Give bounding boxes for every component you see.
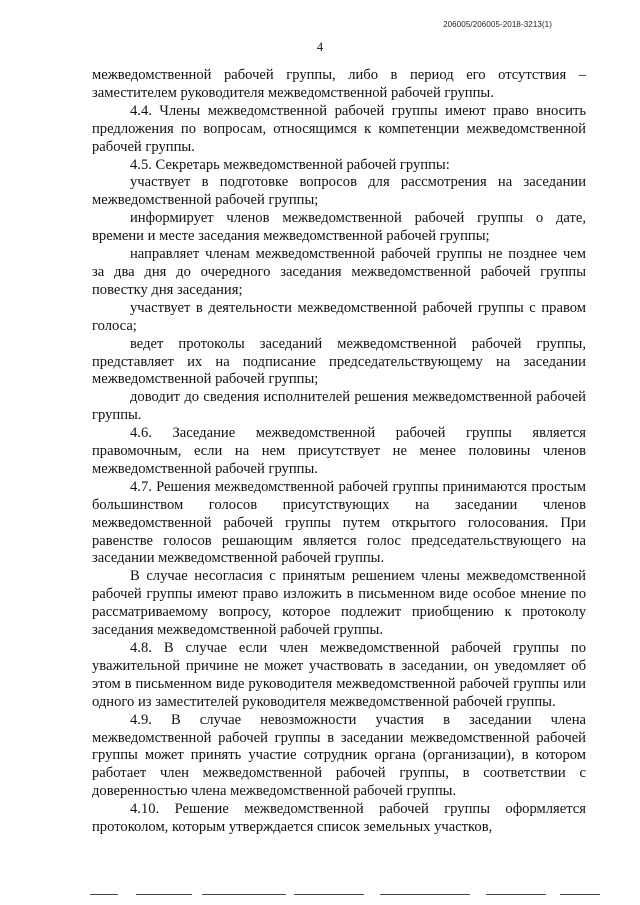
paragraph-4-6: 4.6. Заседание межведомственной рабочей группы является правомочным, если на нем присутствует не менее половины членов межведомственной рабочей группы. [92,425,586,477]
paragraph-4-5: 4.5. Секретарь межведомственной рабочей группы: [130,156,450,173]
paragraph-continuation: межведомственной рабочей группы, либо в период его отсутствия – заместителем руководителя межведомственной рабочей группы. [92,67,586,101]
paragraph-dissent: В случае несогласия с принятым решением члены межведомственной рабочей группы имеют право изложить в письменном виде особое мнение по рассматриваемому вопросу, которое подлежит приобщению к протоколу заседания межведомственной рабочей группы. [92,568,586,639]
paragraph-4-9: 4.9. В случае невозможности участия в заседании члена межведомственной рабочей группы в заседании межведомственной рабочей группы может принять участие сотрудник органа (организации), в котором работает член межведомственной рабочей группы, в соответствии с доверенностью члена межведомственной рабочей группы. [92,711,586,800]
document-id: 206005/206005-2018-3213(1) [443,20,552,29]
paragraph-4-10: 4.10. Решение межведомственной рабочей группы оформляется протоколом, которым утверждается список земельных участков, [92,801,586,836]
page-number: 4 [316,40,324,54]
list-item: направляет членам межведомственной рабочей группы не позднее чем за два дня до очередного заседания межведомственной рабочей группы повестку дня заседания; [92,246,586,298]
paragraph-4-4: 4.4. Члены межведомственной рабочей группы имеют право вносить предложения по вопросам, относящимся к компетенции межведомственной рабочей группы. [92,102,586,155]
paragraph-4-8: 4.8. В случае если член межведомственной рабочей группы по уважительной причине не может участвовать в заседании, он уведомляет об этом в письменном виде руководителя межведомственной рабочей группы или одного из заместителей руководителя межведомственной рабочей группы. [92,640,586,710]
scan-bottom-edge [90,889,600,899]
document-body [92,67,586,837]
list-item: ведет протоколы заседаний межведомственной рабочей группы, представляет их на подписание председательствующему на заседании межведомственной рабочей группы; [92,335,586,388]
list-item: участвует в подготовке вопросов для рассмотрения на заседании межведомственной рабочей группы; [92,174,586,209]
list-item: доводит до сведения исполнителей решения межведомственной рабочей группы. [92,389,586,424]
list-item: участвует в деятельности межведомственной рабочей группы с правом голоса; [92,299,586,334]
paragraph-4-7: 4.7. Решения межведомственной рабочей группы принимаются простым большинством голосов присутствующих на заседании членов межведомственной рабочей группы путем открытого голосования. При равенстве голосов решающим является голос председательствующего на заседании межведомственной рабочей группы. [92,478,586,567]
list-item: информирует членов межведомственной рабочей группы о дате, времени и месте заседания межведомственной рабочей группы; [92,210,586,245]
